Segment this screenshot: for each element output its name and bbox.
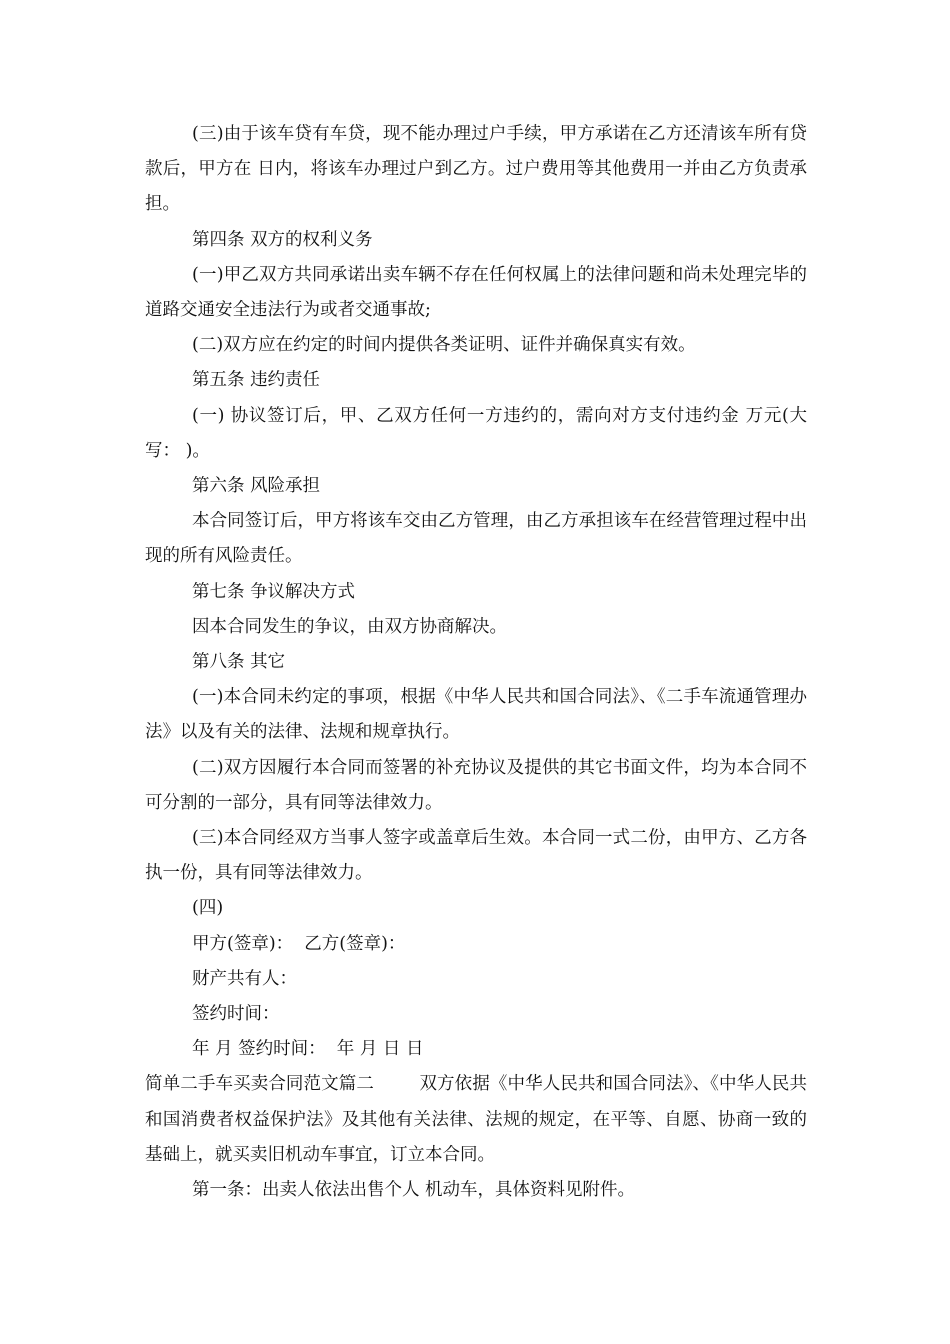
paragraph-clause-4-1: (一)甲乙双方共同承诺出卖车辆不存在任何权属上的法律问题和尚未处理完毕的道路交通安全违法行为或者交通事故; — [145, 264, 807, 321]
heading-article-8: 第八条 其它 — [192, 652, 286, 673]
paragraph-clause-8-1: (一)本合同未约定的事项，根据《中华人民共和国合同法》、《二手车流通管理办法》以及有关的法律、法规和规章执行。 — [145, 687, 807, 743]
paragraph-clause-3-3: (三)由于该车贷有车贷，现不能办理过户手续，甲方承诺在乙方还清该车所有贷款后，甲方在 日内，将该车办理过户到乙方。过户费用等其他费用一并由乙方负责承担。 — [145, 124, 807, 215]
document-body — [145, 117, 807, 1208]
paragraph-clause-5-1: (一) 协议签订后，甲、乙双方任何一方违约的，需向对方支付违约金 万元(大写： )。 — [145, 405, 807, 461]
signature-line-date-fields: 年 月 签约时间： 年 月 日 日 — [192, 1039, 424, 1060]
paragraph-second-article-1: 第一条：出卖人依法出售个人 机动车，具体资料见附件。 — [192, 1180, 636, 1201]
paragraph-second-contract-intro: 简单二手车买卖合同范文篇二 双方依据《中华人民共和国合同法》、《中华人民共和国消费者权益保护法》及其他有关法律、法规的规定，在平等、自愿、协商一致的基础上，就买卖旧机动车事宜，订立本合同。 — [145, 1074, 807, 1165]
paragraph-clause-8-2: (二)双方因履行本合同而签署的补充协议及提供的其它书面文件，均为本合同不可分割的一部分，具有同等法律效力。 — [145, 757, 807, 813]
heading-article-5: 第五条 违约责任 — [192, 370, 321, 391]
paragraph-clause-8-4: (四) — [192, 898, 224, 919]
heading-article-7: 第七条 争议解决方式 — [192, 581, 356, 602]
signature-line-parties: 甲方(签章)： 乙方(签章)： — [192, 933, 406, 954]
signature-line-date: 签约时间： — [192, 1004, 280, 1025]
paragraph-clause-4-2: (二)双方应在约定的时间内提供各类证明、证件并确保真实有效。 — [192, 335, 696, 356]
heading-article-4: 第四条 双方的权利义务 — [192, 229, 373, 250]
paragraph-article-6: 本合同签订后，甲方将该车交由乙方管理，由乙方承担该车在经营管理过程中出现的所有风险责任。 — [145, 511, 807, 567]
paragraph-article-7: 因本合同发生的争议，由双方协商解决。 — [192, 616, 507, 637]
paragraph-clause-8-3: (三)本合同经双方当事人签字或盖章后生效。本合同一式二份，由甲方、乙方各执一份，具有同等法律效力。 — [145, 828, 807, 884]
signature-line-co-owner: 财产共有人： — [192, 968, 297, 989]
heading-article-6: 第六条 风险承担 — [192, 476, 321, 497]
